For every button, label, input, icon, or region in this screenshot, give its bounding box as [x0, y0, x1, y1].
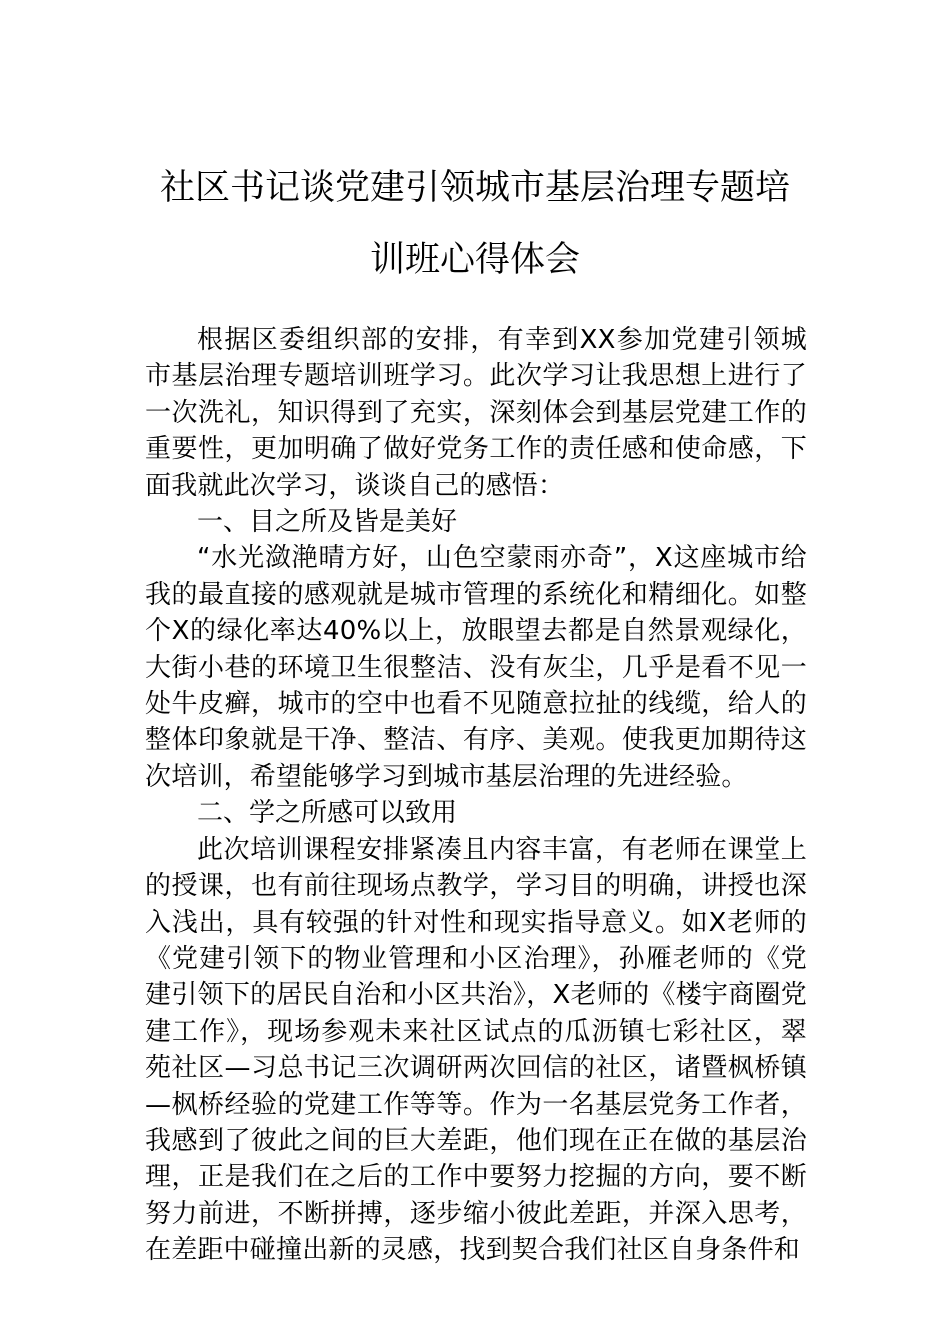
intro-paragraph: 根据区委组织部的安排，有幸到XX参加党建引领城市基层治理专题培训班学习。此次学习让我思想上进行了一次洗礼，知识得到了充实，深刻体会到基层党建工作的重要性，更加明确了做好党务工作的责任感和使命感，下面我就此次学习，谈谈自己的感悟：	[145, 325, 807, 501]
section-1-paragraph: “水光潋滟晴方好，山色空蒙雨亦奇”，X这座城市给我的最直接的感观就是城市管理的系统化和精细化。如整个X的绿化率达40%以上，放眼望去都是自然景观绿化，大街小巷的环境卫生很整洁、没有灰尘，几乎是看不见一处牛皮癣，城市的空中也看不见随意拉扯的线缆，给人的整体印象就是干净、整洁、有序、美观。使我更加期待这次培训，希望能够学习到城市基层治理的先进经验。	[145, 543, 807, 792]
document-title-line-2: 训班心得体会	[369, 240, 580, 280]
section-heading-1: 一、目之所及皆是美好	[197, 507, 458, 538]
document-title-line-1: 社区书记谈党建引领城市基层治理专题培	[159, 168, 790, 208]
section-heading-2: 二、学之所感可以致用	[197, 798, 458, 829]
section-2-paragraph: 此次培训课程安排紧凑且内容丰富，有老师在课堂上的授课，也有前往现场点教学，学习目的明确，讲授也深入浅出，具有较强的针对性和现实指导意义。如X老师的《党建引领下的物业管理和小区治理》，孙雁老师的《党建引领下的居民自治和小区共治》，X老师的《楼宇商圈党建工作》，现场参观未来社区试点的瓜沥镇七彩社区，翠苑社区—习总书记三次调研两次回信的社区，诸暨枫桥镇—枫桥经验的党建工作等等。作为一名基层党务工作者，我感到了彼此之间的巨大差距，他们现在正在做的基层治理，正是我们在之后的工作中要努力挖掘的方向，要不断努力前进，不断拼搏，逐步缩小彼此差距，并深入思考，在差距中碰撞出新的灵感，找到契合我们社区自身条件和	[145, 834, 807, 1266]
document-body	[145, 322, 807, 1269]
